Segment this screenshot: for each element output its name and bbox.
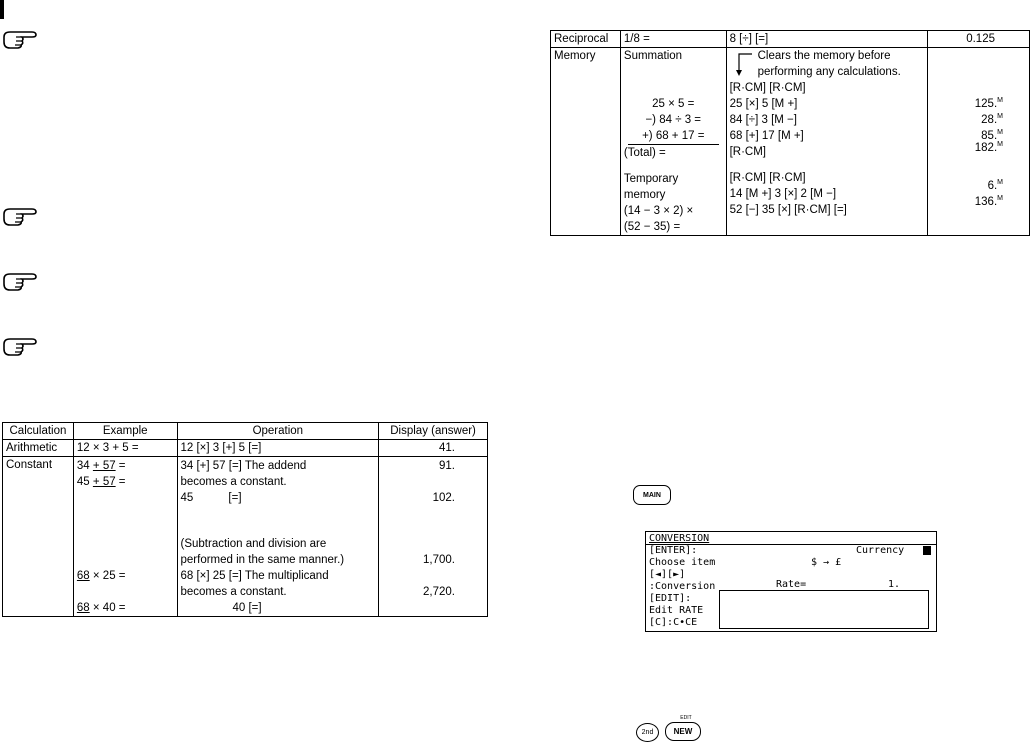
lcd-line: [C]:C•CE — [649, 617, 698, 628]
example-underlined: 68 — [76, 570, 90, 582]
cell-display — [379, 457, 488, 617]
memory-examples-table — [550, 30, 1030, 236]
example-heading: memory — [623, 189, 666, 201]
table-row-memory — [551, 48, 1030, 236]
operation-line: 68 [+] 17 [M +] — [729, 130, 804, 142]
example-part: 34 — [76, 460, 93, 472]
scroll-indicator-icon — [923, 546, 931, 555]
header-calculation: Calculation — [3, 423, 74, 440]
example-line: (52 − 35) = — [623, 221, 681, 233]
pointing-hand-icon — [2, 205, 40, 227]
page-edge-bar — [0, 0, 4, 19]
cell-calc: Constant — [3, 457, 74, 617]
example-underlined: + 57 — [92, 460, 116, 472]
display-value: 182. — [974, 142, 998, 154]
display-value: 1,700. — [423, 554, 455, 566]
cell-display — [928, 48, 1030, 236]
example-line: (14 − 3 × 2) × — [623, 205, 694, 217]
arrow-down-icon — [735, 52, 753, 78]
example-heading: Temporary — [623, 173, 679, 185]
header-operation: Operation — [177, 423, 379, 440]
memory-indicator: M — [997, 179, 1003, 187]
calculation-examples-table — [2, 422, 488, 617]
operation-line: 25 [×] 5 [M +] — [729, 98, 798, 110]
memory-indicator: M — [997, 141, 1003, 149]
table-row-reciprocal — [551, 31, 1030, 48]
cell-display: 41. — [379, 440, 488, 457]
cell-example: 12 × 3 + 5 = — [73, 440, 177, 457]
operation-line: (Subtraction and division are — [180, 538, 327, 550]
table-row-constant — [3, 457, 488, 617]
lcd-line: [ENTER]: — [649, 545, 698, 556]
memory-indicator: M — [997, 129, 1003, 137]
operation-line: 84 [÷] 3 [M −] — [729, 114, 797, 126]
cell-calc: Memory — [551, 48, 621, 236]
display-value: 6. — [987, 180, 998, 192]
example-part: × 40 = — [89, 602, 126, 614]
operation-line: becomes a constant. — [180, 586, 287, 598]
cell-operation: 12 [×] 3 [+] 5 [=] — [177, 440, 379, 457]
lcd-line: Edit RATE — [649, 605, 704, 616]
new-key-button[interactable]: NEW — [665, 722, 701, 741]
table-row-arithmetic — [3, 440, 488, 457]
operation-line: 14 [M +] 3 [×] 2 [M −] — [729, 188, 837, 200]
cell-display: 0.125 — [928, 31, 1030, 48]
second-key-button[interactable]: 2nd — [636, 723, 659, 742]
example-part: = — [115, 460, 126, 472]
cell-example — [620, 48, 726, 236]
lcd-line: Choose item — [649, 557, 716, 568]
operation-line: 40 [=] — [232, 602, 262, 614]
cell-operation — [726, 48, 928, 236]
lcd-line: [◄][►] — [649, 569, 686, 580]
note-line: performing any calculations. — [757, 66, 901, 78]
example-part: = — [115, 476, 126, 488]
pointing-hand-icon — [2, 28, 40, 50]
operation-line: 45 [=] — [180, 492, 242, 504]
display-value: 28. — [981, 114, 998, 126]
new-key-shift-label: EDIT — [680, 715, 692, 721]
operation-line: [R·CM] [R·CM] — [729, 82, 806, 94]
header-example: Example — [73, 423, 177, 440]
cell-operation: 8 [÷] [=] — [726, 31, 928, 48]
pointing-hand-icon — [2, 270, 40, 292]
example-line: (Total) = — [623, 147, 666, 159]
conversion-lcd-screen — [645, 531, 937, 632]
display-value: 85. — [981, 130, 998, 142]
display-value: 91. — [439, 460, 455, 472]
display-value: 102. — [432, 492, 455, 504]
example-heading: Summation — [623, 50, 683, 62]
operation-line: 34 [+] 57 [=] The addend — [180, 460, 307, 472]
operation-line: performed in the same manner.) — [180, 554, 345, 566]
display-value: 125. — [974, 98, 998, 110]
main-key-button[interactable]: MAIN — [633, 485, 671, 505]
pointing-hand-icon — [2, 335, 40, 357]
cell-example — [73, 457, 177, 617]
example-underlined: 68 — [76, 602, 90, 614]
cell-operation — [177, 457, 379, 617]
lcd-rate-value: 1. — [888, 579, 901, 590]
display-value: 2,720. — [423, 586, 455, 598]
operation-line: [R·CM] [R·CM] — [729, 172, 806, 184]
lcd-line: [EDIT]: — [649, 593, 692, 604]
lcd-input-box — [719, 590, 929, 629]
note-line: Clears the memory before — [757, 50, 891, 62]
display-value: 136. — [974, 196, 998, 208]
memory-indicator: M — [997, 97, 1003, 105]
operation-line: 52 [−] 35 [×] [R·CM] [=] — [729, 204, 847, 216]
operation-line: becomes a constant. — [180, 476, 287, 488]
example-line: +) 68 + 17 = — [628, 128, 719, 145]
memory-indicator: M — [997, 113, 1003, 121]
cell-calc: Reciprocal — [551, 31, 621, 48]
operation-line: 68 [×] 25 [=] The multiplicand — [180, 570, 329, 582]
example-line: 25 × 5 = — [652, 98, 695, 110]
lcd-title: CONVERSION — [649, 533, 710, 544]
operation-line: [R·CM] — [729, 146, 767, 158]
example-line: −) 84 ÷ 3 = — [645, 114, 702, 126]
example-underlined: + 57 — [92, 476, 116, 488]
cell-example: 1/8 = — [620, 31, 726, 48]
header-display: Display (answer) — [379, 423, 488, 440]
lcd-currency-label: Currency — [856, 545, 905, 556]
example-part: 45 — [76, 476, 93, 488]
cell-calc: Arithmetic — [3, 440, 74, 457]
lcd-currency-pair: $ → £ — [811, 557, 842, 568]
table-header-row — [3, 423, 488, 440]
memory-indicator: M — [997, 195, 1003, 203]
example-part: × 25 = — [89, 570, 126, 582]
lcd-rate-label: Rate= — [776, 579, 807, 590]
lcd-line: :Conversion — [649, 581, 716, 592]
